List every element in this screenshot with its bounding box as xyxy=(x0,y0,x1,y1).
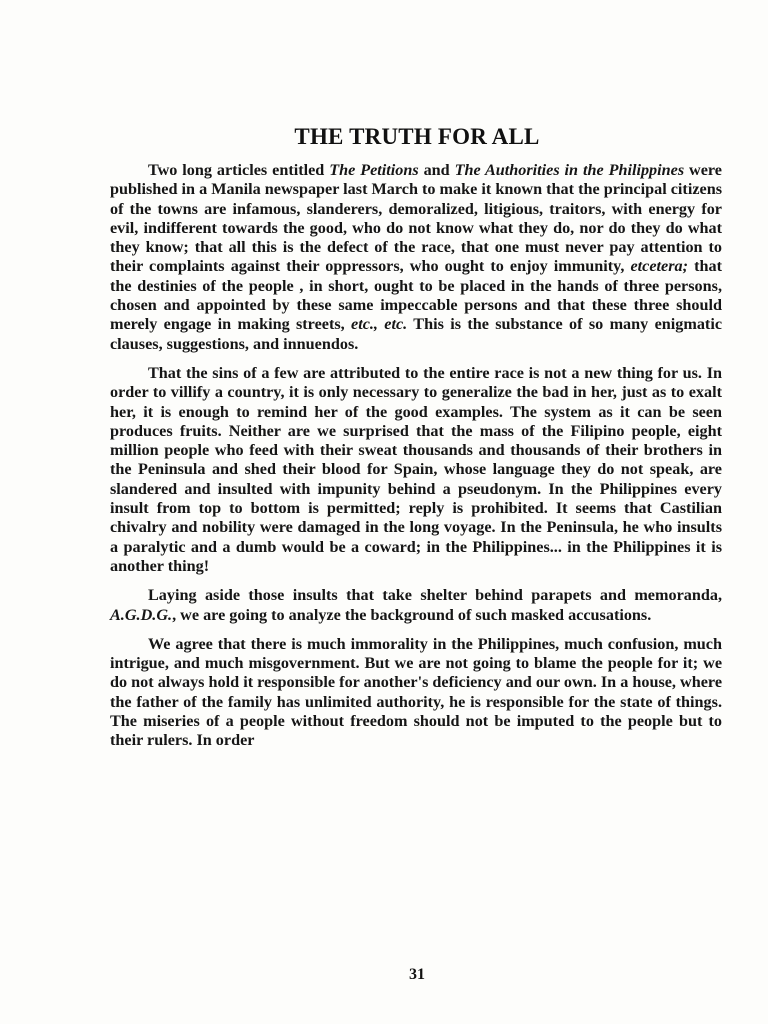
text-run: , we are going to analyze the background of such masked accusations. xyxy=(172,605,652,624)
paragraph xyxy=(110,586,722,625)
italic-text: A.G.D.G. xyxy=(110,605,173,624)
page-title: THE TRUTH FOR ALL xyxy=(294,124,540,149)
italic-text: The Authorities in the Philippines xyxy=(454,161,685,179)
paragraph xyxy=(110,635,722,751)
page-number: 31 xyxy=(409,966,425,983)
paragraph xyxy=(110,161,722,354)
text-run: Two long articles entitled xyxy=(148,161,330,179)
text-run: Laying aside those insults that take shelter behind parapets and memoranda, xyxy=(148,586,722,605)
text-run: that the destinies of the people , in short, ought to be placed in the hands of three persons, chosen and appointed by these same impeccable persons and that these three should merely engage in making streets, xyxy=(110,257,722,334)
text-run: This is the substance of so many enigmatic clauses, suggestions, and innuendos. xyxy=(110,315,723,353)
italic-text: etc., etc. xyxy=(351,315,408,334)
text-run: and xyxy=(418,161,455,179)
text-run: were published in a Manila newspaper last March to make it known that the principal citizens of the towns are infamous, slanderers, demoralized, litigious, traitors, with energy for evil, indifferent towards the good, who do not know what they do, nor do they do what they know; that all this is the defect of the race, that one must never pay attention to their complaints against their oppressors, who ought to enjoy immunity, xyxy=(110,161,722,276)
italic-text: The Petitions xyxy=(329,161,419,179)
italic-text: etcetera; xyxy=(630,257,689,276)
text-run: That the sins of a few are attributed to the entire race is not a new thing for us. In order to villify a country, it is only necessary to generalize the bad in her, just as to exalt her, it is enough to remind her of the good examples. The system as it can be seen produces fruits. Neither are we surprised that the mass of the Filipino people, eight million people who feed with their sweat thousands and thousands of their brothers in the Peninsula and shed their blood for Spain, whose language they do not speak, are slandered and insulted with impunity behind a pseudonym. In the Philippines every insult from top to bottom is permitted; reply is prohibited. It seems that Castilian chivalry and nobility were damaged in the long voyage. In the Peninsula, he who insults a paralytic and a dumb would be a coward; in the Philippines... in the Philippines it is another thing! xyxy=(110,363,722,575)
text-run: We agree that there is much immorality in the Philippines, much confusion, much intrigue, and much misgovernment. But we are not going to blame the people for it; we do not always hold it responsible for another's deficiency and our own. In a house, where the father of the family has unlimited authority, he is responsible for the state of things. The miseries of a people without freedom should not be imputed to the people but to their rulers. In order xyxy=(110,634,722,750)
paragraph xyxy=(110,364,722,576)
body-text xyxy=(110,161,722,761)
